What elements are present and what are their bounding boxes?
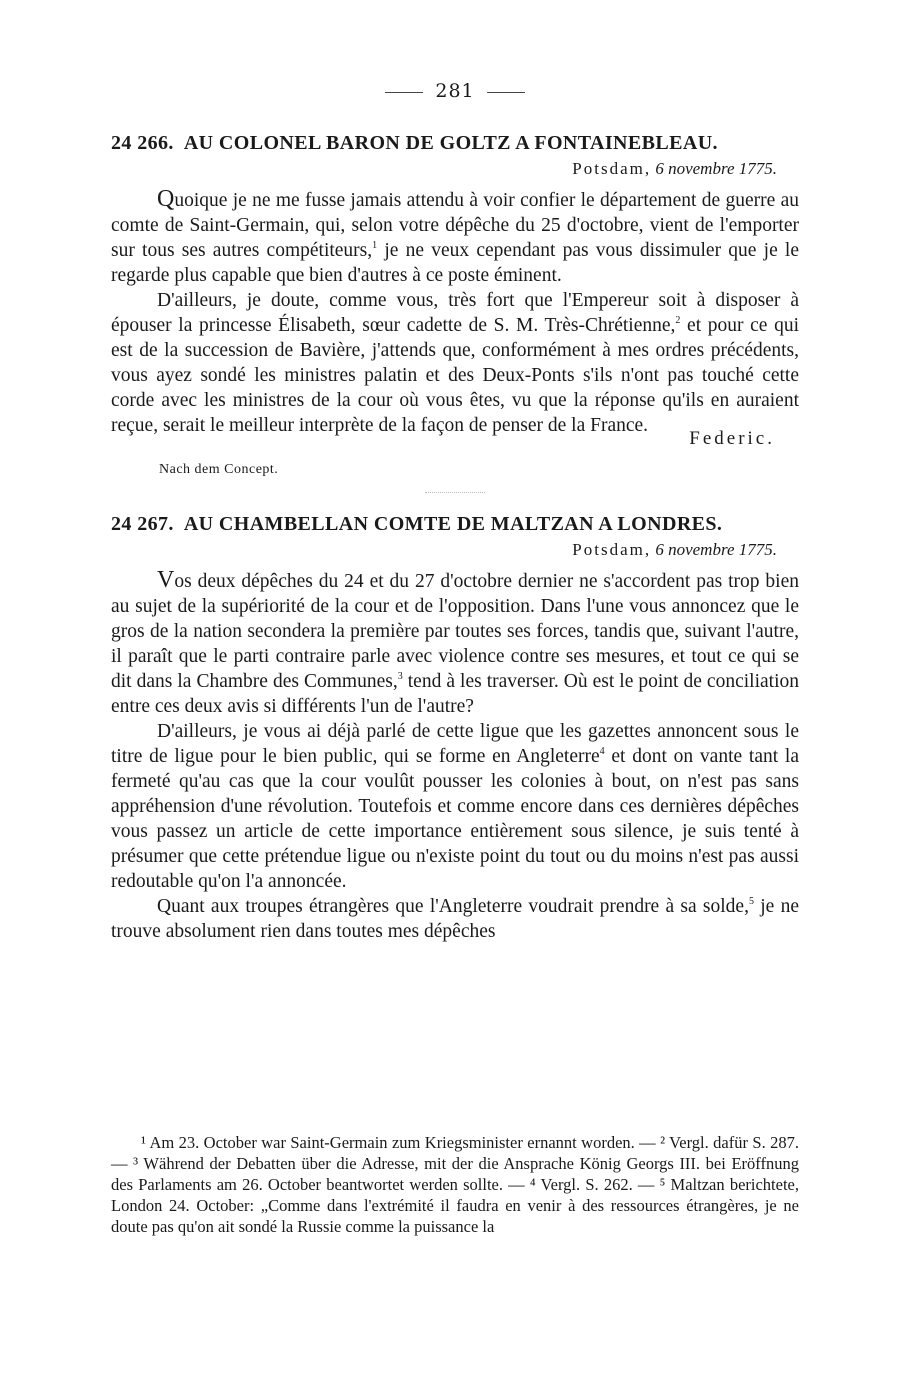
letter-number: 24 266. bbox=[111, 132, 174, 154]
letter-24267 bbox=[111, 513, 799, 944]
footnote-ref: 2 bbox=[675, 315, 681, 326]
letter-number: 24 267. bbox=[111, 513, 174, 535]
letter-addressee: AU CHAMBELLAN COMTE DE MALTZAN A LONDRES. bbox=[183, 513, 723, 535]
paragraph bbox=[111, 288, 799, 438]
paragraph-text: os deux dépêches du 24 et du 27 d'octobre dernier ne s'accordent pas trop bien au sujet de la supériorité de la cour et de l'opposition. Dans l'une vous annoncez que le gros de la nation secondera la première par toutes ses forces, tandis que, suivant l'autre, il paraît que le parti contraire parle avec violence contre ses mesures, et tout ce qui se dit dans la Chambre des Communes, bbox=[111, 571, 799, 692]
page-header bbox=[111, 80, 799, 102]
paragraph-text: D'ailleurs, je doute, comme vous, très fort que l'Empereur soit à disposer à épouser la princesse Élisabeth, sœur cadette de S. M. Très-Chrétienne, bbox=[111, 290, 799, 336]
source-note: Nach dem Concept. bbox=[159, 462, 279, 477]
footnotes bbox=[111, 1132, 799, 1237]
footnote-ref: 1 bbox=[372, 240, 378, 251]
initial-letter: Q bbox=[157, 186, 175, 212]
footnote-text: ¹ Am 23. October war Saint-Germain zum Kriegsminister ernannt worden. — ² Vergl. dafür S. 287. — ³ Während der Debatten über die Adresse, mit der die Ansprache König Georgs III. bei Eröffnung des Parlaments am 26. October beantwortet werden sollte. — ⁴ Vergl. S. 262. — ⁵ Maltzan berichtete, London 24. October: „Comme dans l'extrémité il faudra en venir à des ressources étrangères, je ne doute pas qu'on ait sondé la Russie comme la puissance la bbox=[111, 1133, 799, 1236]
letter-heading bbox=[111, 132, 799, 155]
dateline bbox=[111, 540, 777, 560]
letter-addressee: AU COLONEL BARON DE GOLTZ A FONTAINEBLEAU. bbox=[183, 132, 718, 154]
header-rule-right bbox=[487, 92, 525, 93]
paragraph bbox=[111, 187, 799, 288]
paragraph-text: uoique je ne me fusse jamais attendu à voir confier le département de guerre au comte de Saint-Germain, qui, selon votre dépêche du 25 d'octobre, vient de l'emporter sur tous ses autres compétiteurs, bbox=[111, 190, 799, 261]
footnote-ref: 4 bbox=[599, 746, 605, 757]
letter-heading bbox=[111, 513, 799, 536]
page-number: 281 bbox=[435, 80, 475, 102]
letter-separator bbox=[425, 492, 485, 493]
dateline-date: 6 novembre 1775. bbox=[655, 540, 777, 559]
paragraph-text: et pour ce qui est de la succession de Bavière, j'attends que, conformément à mes ordres précédents, vous ayez sondé les ministres palatin et des Deux-Ponts s'ils n'ont pas touché cette corde avec les ministres de la cour où vous êtes, vu que la réponse qu'ils en auraient reçue, serait le meilleur interprète de la façon de penser de la France. bbox=[111, 315, 800, 436]
dateline-place: Potsdam, bbox=[572, 159, 652, 178]
footnote-ref: 3 bbox=[397, 671, 403, 682]
paragraph-text: et dont on vante tant la fermeté qu'au cas que la cour voulût pousser les colonies à bout, on n'est pas sans appréhension d'une révolution. Toutefois et comme encore dans ces dernières dépêches vous passez un article de cette importance entièrement sous silence, je suis tenté à présumer que cette prétendue ligue ou n'existe point du tout ou du moins n'est pas aussi redoutable qu'on l'a annoncée. bbox=[111, 746, 799, 892]
dateline-date: 6 novembre 1775. bbox=[655, 159, 777, 178]
paragraph bbox=[111, 719, 799, 894]
paragraph bbox=[111, 894, 799, 944]
paragraph-text: D'ailleurs, je vous ai déjà parlé de cette ligue que les gazettes annoncent sous le titre de ligue pour le bien public, qui se forme en Angleterre bbox=[111, 721, 799, 767]
page bbox=[111, 80, 799, 944]
footnote-ref: 5 bbox=[748, 896, 754, 907]
dateline-place: Potsdam, bbox=[572, 540, 652, 559]
signature-row bbox=[111, 428, 799, 449]
paragraph-text: je ne veux cependant pas vous dissimuler que je le regarde plus capable que bien d'autres à ce poste éminent. bbox=[111, 240, 799, 286]
header-rule-left bbox=[385, 92, 423, 93]
dateline bbox=[111, 159, 777, 179]
initial-letter: V bbox=[157, 567, 175, 593]
paragraph-text: tend à les traverser. Où est le point de conciliation entre ces deux avis si différents l'un de l'autre? bbox=[111, 671, 799, 717]
signature: Federic. bbox=[689, 428, 775, 449]
letter-24266 bbox=[111, 132, 799, 478]
paragraph bbox=[111, 568, 799, 719]
paragraph-text: Quant aux troupes étrangères que l'Angleterre voudrait prendre à sa solde, bbox=[157, 896, 749, 917]
paragraph-text: je ne trouve absolument rien dans toutes mes dépêches bbox=[111, 896, 799, 942]
